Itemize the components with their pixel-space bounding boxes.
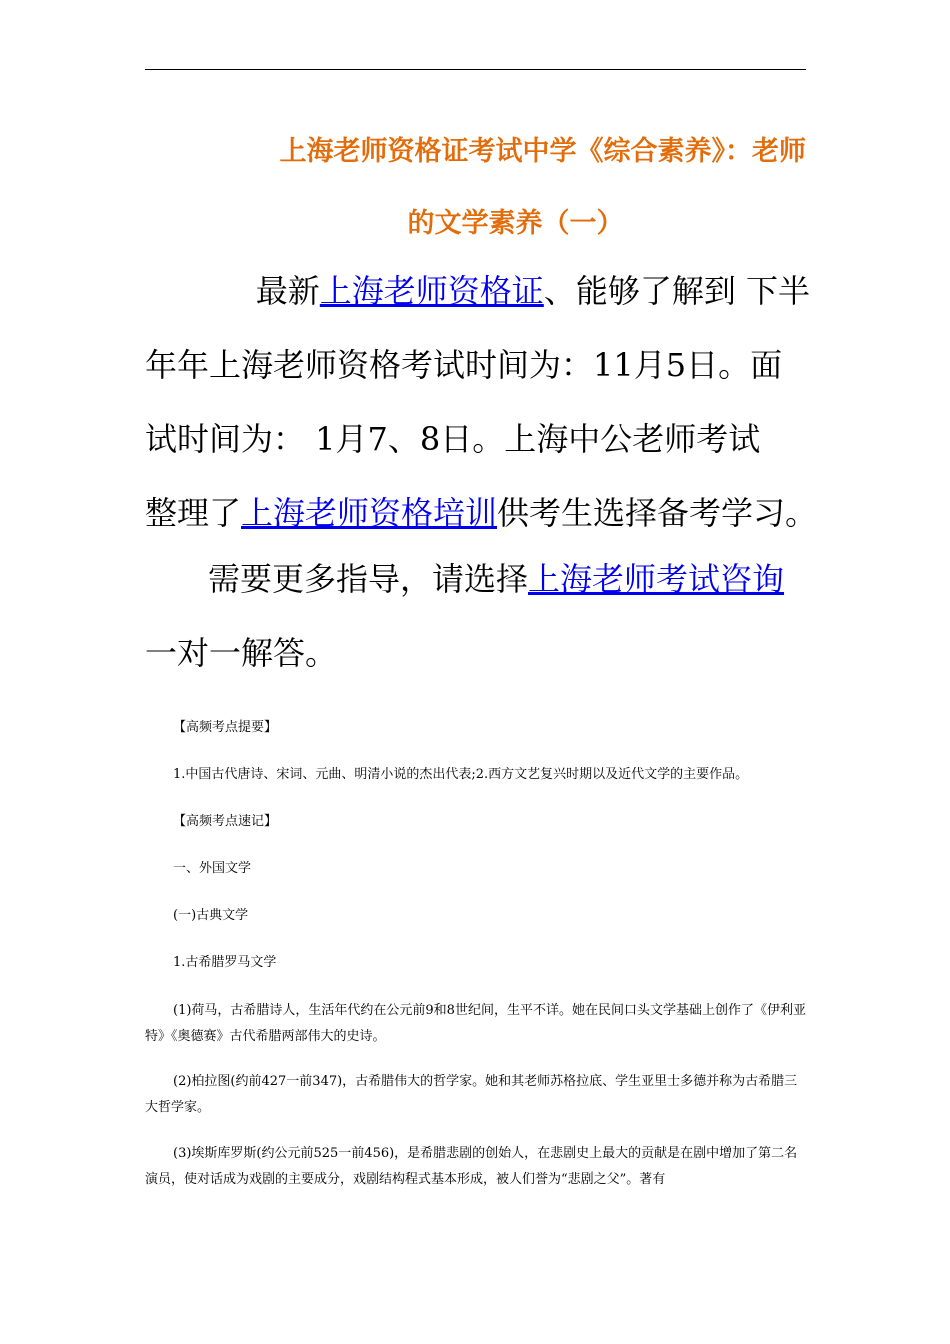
paragraph-plato: (2)柏拉图(约前427一前347)，古希腊伟大的哲学家。她和其老师苏格拉底、学生亚里士多德并称为古希腊三大哲学家。 bbox=[145, 1074, 798, 1115]
intro-text: 需要更多指导，请选择 bbox=[208, 560, 529, 598]
intro-line1 bbox=[145, 270, 810, 312]
doc-title-line1: 上海老师资格证考试中学《综合素养》：老师 bbox=[279, 136, 806, 167]
section-heading-summary: 【高频考点提要】 bbox=[173, 720, 278, 735]
subheading-greek-roman: 1.古希腊罗马文学 bbox=[173, 955, 277, 970]
link-teacher-training[interactable]: 上海老师资格培训 bbox=[241, 494, 498, 532]
summary-paragraph: 1.中国古代唐诗、宋词、元曲、明清小说的杰出代表;2.西方文艺复兴时期以及近代文学的主要作品。 bbox=[173, 767, 749, 782]
section-heading-notes: 【高频考点速记】 bbox=[173, 814, 278, 829]
intro-line5 bbox=[145, 558, 810, 600]
intro-line2: 年年上海老师资格考试时间为：11月5日。面 bbox=[145, 346, 783, 384]
intro-line3: 试时间为： 1月7、8日。上海中公老师考试 bbox=[145, 420, 761, 458]
intro-line4 bbox=[145, 492, 818, 534]
doc-title-line2: 的文学素养（一） bbox=[407, 208, 624, 239]
intro-text: 、能够了解到 下半 bbox=[543, 272, 810, 310]
intro-line6: 一对一解答。 bbox=[145, 634, 338, 672]
link-teacher-certificate[interactable]: 上海老师资格证 bbox=[319, 272, 544, 310]
header-rule bbox=[145, 69, 806, 70]
paragraph-homer: (1)荷马，古希腊诗人，生活年代约在公元前9和8世纪间，生平不详。她在民间口头文学基础上创作了《伊利亚特》《奥德赛》古代希腊两部伟大的史诗。 bbox=[145, 1003, 806, 1044]
paragraph-aeschylus: (3)埃斯库罗斯(约公元前525一前456)，是希腊悲剧的创始人，在悲剧史上最大的贡献是在剧中增加了第二名演员，使对话成为戏剧的主要成分，戏剧结构程式基本形成，被人们誉为“悲剧之父”。著有 bbox=[145, 1146, 798, 1187]
link-exam-consult[interactable]: 上海老师考试咨询 bbox=[528, 560, 785, 598]
intro-text: 整理了 bbox=[145, 494, 242, 532]
intro-text: 供考生选择备考学习。 bbox=[497, 494, 818, 532]
intro-text: 最新 bbox=[255, 272, 320, 310]
subheading-foreign-literature: 一、外国文学 bbox=[173, 861, 252, 876]
subheading-classical-literature: (一)古典文学 bbox=[173, 908, 249, 923]
